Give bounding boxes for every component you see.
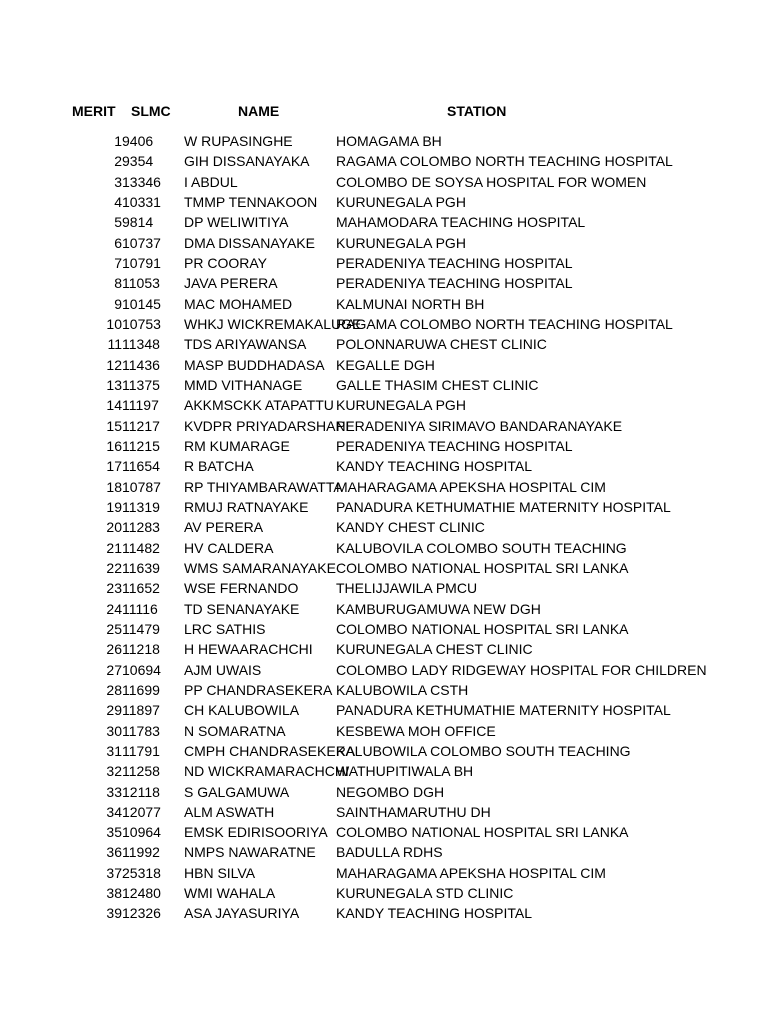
station-cell: MAHARAGAMA APEKSHA HOSPITAL CIM [336,864,606,881]
slmc-cell: 10331 [122,193,161,210]
merit-cell: 13 [106,376,122,393]
name-cell: ND WICKRAMARACHCHI [184,763,349,780]
slmc-cell: 11283 [122,519,160,536]
table-row [0,314,768,334]
station-cell: NEGOMBO DGH [336,783,445,800]
slmc-cell: 10753 [122,315,161,332]
station-cell: KURUNEGALA PGH [336,193,466,210]
table-row [0,355,768,375]
station-cell: POLONNARUWA CHEST CLINIC [336,336,547,353]
station-cell: KANDY CHEST CLINIC [336,519,485,536]
slmc-cell: 11319 [122,498,160,515]
station-cell: COLOMBO NATIONAL HOSPITAL SRI LANKA [336,620,629,637]
slmc-cell: 9354 [122,153,154,170]
merit-cell: 14 [106,397,122,414]
table-row [0,558,768,578]
name-cell: WSE FERNANDO [184,580,299,597]
merit-cell: 22 [106,559,122,576]
station-cell: HOMAGAMA BH [336,133,442,149]
merit-cell: 26 [106,641,122,658]
table-row [0,253,768,273]
name-cell: LRC SATHIS [184,620,266,637]
table-row [0,334,768,354]
table-row [0,416,768,436]
slmc-cell: 10787 [122,478,161,495]
merit-cell: 5 [114,214,122,231]
name-cell: MMD VITHANAGE [184,376,303,393]
merit-cell: 8 [114,275,122,292]
name-cell: DP WELIWITIYA [184,214,289,231]
table-body [0,131,768,924]
slmc-cell: 11053 [122,275,160,292]
merit-cell: 10 [106,315,122,332]
merit-cell: 20 [106,519,122,536]
table-row [0,680,768,700]
name-cell: RMUJ RATNAYAKE [184,498,309,515]
merit-cell: 28 [106,681,122,698]
table-row [0,761,768,781]
merit-cell: 39 [106,905,122,922]
slmc-cell: 11217 [122,417,160,434]
station-cell: KANDY TEACHING HOSPITAL [336,458,533,475]
name-cell: TDS ARIYAWANSA [184,336,307,353]
table-row [0,883,768,903]
station-cell: COLOMBO NATIONAL HOSPITAL SRI LANKA [336,824,629,841]
slmc-cell: 11218 [122,641,160,658]
table-row [0,822,768,842]
column-header-slmc: SLMC [131,103,171,119]
merit-cell: 4 [114,193,122,210]
table-row [0,517,768,537]
name-cell: S GALGAMUWA [184,783,290,800]
slmc-cell: 11116 [122,600,158,617]
slmc-cell: 10791 [122,254,161,271]
station-cell: PERADENIYA SIRIMAVO BANDARANAYAKE [336,417,623,434]
slmc-cell: 9406 [122,133,154,149]
table-row [0,131,768,151]
merit-cell: 36 [106,844,122,861]
slmc-cell: 11639 [122,559,160,576]
station-cell: KALUBOWILA COLOMBO SOUTH TEACHING [336,742,631,759]
name-cell: MAC MOHAMED [184,295,293,312]
name-cell: I ABDUL [184,173,238,190]
table-row [0,172,768,192]
merit-cell: 27 [106,661,122,678]
merit-cell: 2 [114,153,122,170]
table-row [0,294,768,314]
station-cell: KANDY TEACHING HOSPITAL [336,905,533,922]
table-row [0,802,768,822]
slmc-cell: 11197 [122,397,159,414]
station-cell: PERADENIYA TEACHING HOSPITAL [336,437,573,454]
table-row [0,863,768,883]
merit-cell: 12 [106,356,122,373]
name-cell: EMSK EDIRISOORIYA [184,824,328,841]
slmc-cell: 11436 [122,356,160,373]
name-cell: WHKJ WICKREMAKALUGE [184,315,362,332]
table-row [0,619,768,639]
table-row [0,538,768,558]
slmc-cell: 12118 [122,783,160,800]
name-cell: RP THIYAMBARAWATTA [184,478,343,495]
table-row [0,721,768,741]
slmc-cell: 12326 [122,905,161,922]
merit-cell: 3 [114,173,122,190]
table-row [0,782,768,802]
slmc-cell: 12480 [122,885,161,902]
name-cell: CMPH CHANDRASEKERA [184,742,356,759]
station-cell: KALUBOVILA COLOMBO SOUTH TEACHING [336,539,627,556]
slmc-cell: 11791 [122,742,160,759]
column-header-merit: MERIT [72,103,116,119]
station-cell: RAGAMA COLOMBO NORTH TEACHING HOSPITAL [336,153,673,170]
station-cell: GALLE THASIM CHEST CLINIC [336,376,539,393]
table-row [0,660,768,680]
slmc-cell: 11375 [122,376,160,393]
name-cell: N SOMARATNA [184,722,286,739]
station-cell: KURUNEGALA PGH [336,234,466,251]
merit-cell: 37 [106,864,122,881]
name-cell: GIH DISSANAYAKA [184,153,310,170]
slmc-cell: 11652 [122,580,160,597]
station-cell: COLOMBO DE SOYSA HOSPITAL FOR WOMEN [336,173,647,190]
station-cell: MAHARAGAMA APEKSHA HOSPITAL CIM [336,478,606,495]
slmc-cell: 10964 [122,824,161,841]
table-row [0,903,768,923]
slmc-cell: 10737 [122,234,161,251]
name-cell: AKKMSCKK ATAPATTU [184,397,334,414]
station-cell: COLOMBO LADY RIDGEWAY HOSPITAL FOR CHILDREN [336,661,707,678]
station-cell: KESBEWA MOH OFFICE [336,722,496,739]
slmc-cell: 9814 [122,214,154,231]
name-cell: PR COORAY [184,254,267,271]
station-cell: RAGAMA COLOMBO NORTH TEACHING HOSPITAL [336,315,673,332]
table-row [0,497,768,517]
station-cell: WATHUPITIWALA BH [336,763,474,780]
table-row [0,700,768,720]
slmc-cell: 11699 [122,681,160,698]
station-cell: COLOMBO NATIONAL HOSPITAL SRI LANKA [336,559,629,576]
merit-cell: 17 [106,458,122,475]
table-row [0,456,768,476]
name-cell: TMMP TENNAKOON [184,193,318,210]
table-row [0,436,768,456]
name-cell: AJM UWAIS [184,661,262,678]
station-cell: KURUNEGALA PGH [336,397,466,414]
name-cell: TD SENANAYAKE [184,600,300,617]
merit-cell: 9 [114,295,122,312]
merit-cell: 16 [106,437,122,454]
merit-cell: 21 [106,539,122,556]
name-cell: R BATCHA [184,458,254,475]
table-row [0,741,768,761]
table-row [0,477,768,497]
station-cell: BADULLA RDHS [336,844,443,861]
slmc-cell: 25318 [122,864,161,881]
merit-cell: 32 [106,763,122,780]
station-cell: KALUBOWILA CSTH [336,681,469,698]
station-cell: KURUNEGALA STD CLINIC [336,885,514,902]
merit-cell: 18 [106,478,122,495]
station-cell: PANADURA KETHUMATHIE MATERNITY HOSPITAL [336,702,671,719]
name-cell: ALM ASWATH [184,803,275,820]
slmc-cell: 11258 [122,763,160,780]
column-header-name: NAME [238,103,280,119]
name-cell: PP CHANDRASEKERA [184,681,333,698]
table-row [0,375,768,395]
name-cell: HBN SILVA [184,864,256,881]
station-cell: KAMBURUGAMUWA NEW DGH [336,600,541,617]
name-cell: RM KUMARAGE [184,437,290,454]
station-cell: PERADENIYA TEACHING HOSPITAL [336,254,573,271]
name-cell: NMPS NAWARATNE [184,844,316,861]
table-row [0,599,768,619]
merit-cell: 34 [106,803,122,820]
slmc-cell: 11897 [122,702,160,719]
table-row [0,639,768,659]
station-cell: KURUNEGALA CHEST CLINIC [336,641,533,658]
name-cell: H HEWAARACHCHI [184,641,313,658]
merit-cell: 23 [106,580,122,597]
station-cell: SAINTHAMARUTHU DH [336,803,491,820]
name-cell: DMA DISSANAYAKE [184,234,315,251]
merit-cell: 24 [106,600,122,617]
table-row [0,273,768,293]
slmc-cell: 10694 [122,661,161,678]
slmc-cell: 11215 [122,437,160,454]
station-cell: KEGALLE DGH [336,356,435,373]
merit-cell: 1 [114,133,122,149]
merit-cell: 38 [106,885,122,902]
station-cell: THELIJJAWILA PMCU [336,580,478,597]
merit-cell: 29 [106,702,122,719]
merit-cell: 31 [106,742,122,759]
merit-cell: 19 [106,498,122,515]
slmc-cell: 11479 [122,620,160,637]
table-row [0,578,768,598]
table-row [0,151,768,171]
merit-cell: 11 [107,336,122,353]
merit-cell: 25 [106,620,122,637]
name-cell: JAVA PERERA [184,275,278,292]
table-row [0,212,768,232]
merit-cell: 33 [106,783,122,800]
name-cell: HV CALDERA [184,539,274,556]
station-cell: MAHAMODARA TEACHING HOSPITAL [336,214,586,231]
table-row [0,842,768,862]
column-header-station: STATION [447,103,507,119]
slmc-cell: 13346 [122,173,161,190]
slmc-cell: 10145 [122,295,161,312]
merit-cell: 35 [106,824,122,841]
merit-cell: 6 [114,234,122,251]
slmc-cell: 11783 [122,722,160,739]
name-cell: CH KALUBOWILA [184,702,300,719]
merit-cell: 30 [106,722,122,739]
slmc-cell: 11992 [122,844,160,861]
name-cell: AV PERERA [184,519,264,536]
table-row [0,395,768,415]
station-cell: PANADURA KETHUMATHIE MATERNITY HOSPITAL [336,498,671,515]
name-cell: WMS SAMARANAYAKE [184,559,336,576]
name-cell: KVDPR PRIYADARSHANI [184,417,350,434]
merit-cell: 15 [106,417,122,434]
station-cell: KALMUNAI NORTH BH [336,295,485,312]
slmc-cell: 11348 [122,336,160,353]
name-cell: ASA JAYASURIYA [184,905,300,922]
slmc-cell: 11654 [122,458,160,475]
table-row [0,192,768,212]
name-cell: MASP BUDDHADASA [184,356,325,373]
name-cell: WMI WAHALA [184,885,276,902]
name-cell: W RUPASINGHE [184,133,293,149]
slmc-cell: 11482 [122,539,160,556]
slmc-cell: 12077 [122,803,161,820]
table-row [0,233,768,253]
merit-cell: 7 [114,254,122,271]
station-cell: PERADENIYA TEACHING HOSPITAL [336,275,573,292]
